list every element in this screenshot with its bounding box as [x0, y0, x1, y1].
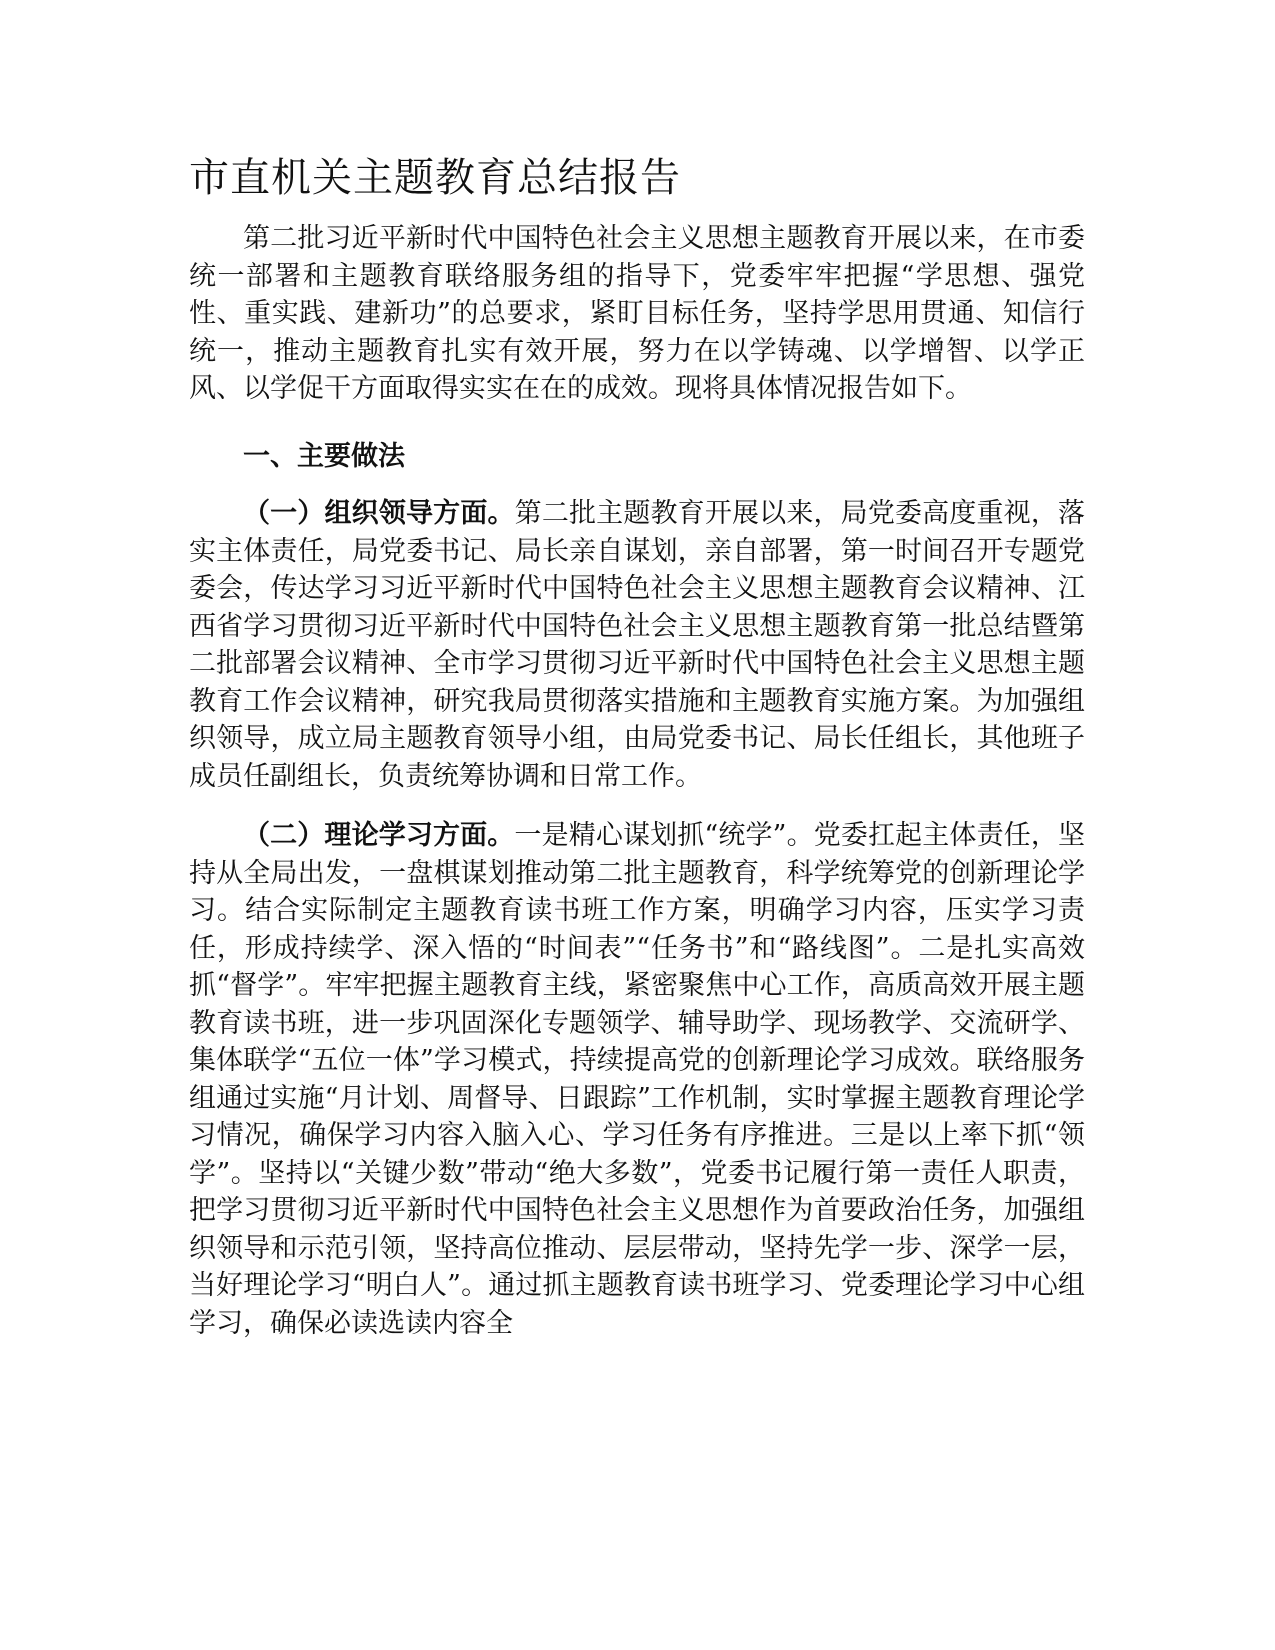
- subsection-organization-leadership: [189, 495, 1085, 795]
- document-page: [189, 150, 1085, 1342]
- subsection-lead-theory: （二）理论学习方面。: [243, 820, 515, 851]
- subsection-text-organization: 第二批主题教育开展以来，局党委高度重视，落实主体责任，局党委书记、局长亲自谋划，亲自部署，第一时间召开专题党委会，传达学习习近平新时代中国特色社会主义思想主题教育会议精神、江西省学习贯彻习近平新时代中国特色社会主义思想主题教育第一批总结暨第二批部署会议精神、全市学习贯彻习近平新时代中国特色社会主义思想主题教育工作会议精神，研究我局贯彻落实措施和主题教育实施方案。为加强组织领导，成立局主题教育领导小组，由局党委书记、局长任组长，其他班子成员任副组长，负责统筹协调和日常工作。: [189, 498, 1086, 792]
- subsection-theory-study: [189, 817, 1085, 1342]
- document-title: 市直机关主题教育总结报告: [189, 155, 681, 201]
- intro-paragraph: 第二批习近平新时代中国特色社会主义思想主题教育开展以来，在市委统一部署和主题教育联络服务组的指导下，党委牢牢把握“学思想、强党性、重实践、建新功”的总要求，紧盯目标任务，坚持学思用贯通、知信行统一，推动主题教育扎实有效开展，努力在以学铸魂、以学增智、以学正风、以学促干方面取得实实在在的成效。现将具体情况报告如下。: [189, 223, 1085, 404]
- subsection-lead-organization: （一）组织领导方面。: [243, 498, 515, 529]
- subsection-text-theory: 一是精心谋划抓“统学”。党委扛起主体责任，坚持从全局出发，一盘棋谋划推动第二批主题教育，科学统筹党的创新理论学习。结合实际制定主题教育读书班工作方案，明确学习内容，压实学习责任，形成持续学、深入悟的“时间表”“任务书”和“路线图”。二是扎实高效抓“督学”。牢牢把握主题教育主线，紧密聚焦中心工作，高质高效开展主题教育读书班，进一步巩固深化专题领学、辅导助学、现场教学、交流研学、集体联学“五位一体”学习模式，持续提高党的创新理论学习成效。联络服务组通过实施“月计划、周督导、日跟踪”工作机制，实时掌握主题教育理论学习情况，确保学习内容入脑入心、学习任务有序推进。三是以上率下抓“领学”。坚持以“关键少数”带动“绝大多数”，党委书记履行第一责任人职责，把学习贯彻习近平新时代中国特色社会主义思想作为首要政治任务，加强组织领导和示范引领，坚持高位推动、层层带动，坚持先学一步、深学一层，当好理论学习“明白人”。通过抓主题教育读书班学习、党委理论学习中心组学习，确保必读选读内容全: [189, 820, 1086, 1339]
- section-heading-main-practices: 一、主要做法: [243, 440, 405, 472]
